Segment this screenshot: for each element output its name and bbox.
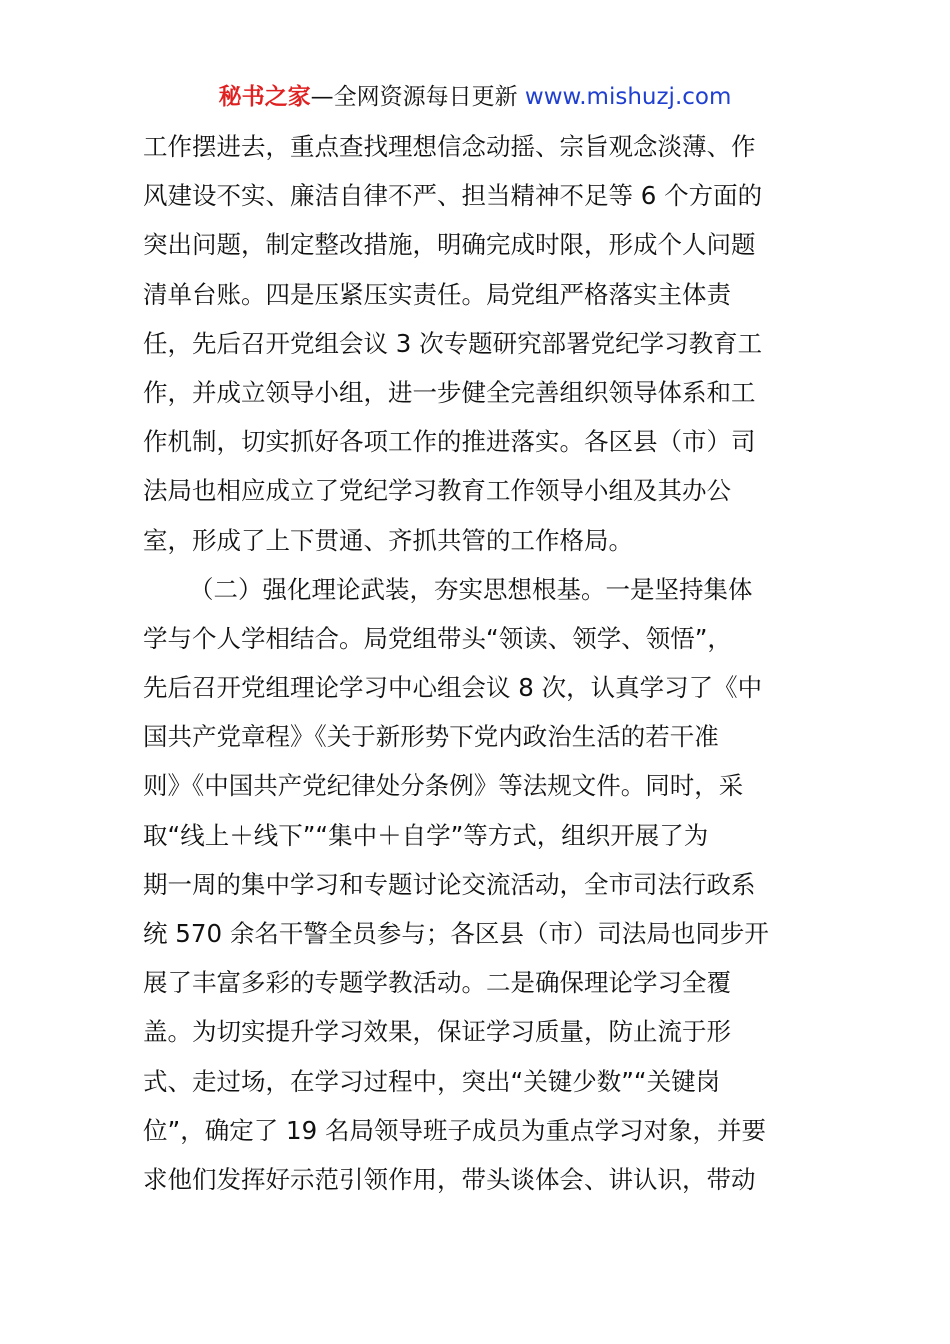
text-line: 清单台账。四是压紧压实责任。局党组严格落实主体责 [143, 279, 731, 309]
text-line: 则》《中国共产党纪律处分条例》等法规文件。同时，采 [143, 771, 744, 801]
text-line: 法局也相应成立了党纪学习教育工作领导小组及其办公 [143, 476, 731, 506]
text-line: 盖。为切实提升学习效果，保证学习质量，防止流于形 [143, 1017, 731, 1047]
text-line: 求他们发挥好示范引领作用，带头谈体会、讲认识，带动 [143, 1164, 756, 1194]
text-line: 风建设不实、廉洁自律不严、担当精神不足等 6 个方面的 [143, 181, 763, 211]
text-line: 先后召开党组理论学习中心组会议 8 次，认真学习了《中 [143, 673, 763, 703]
text-line: 作，并成立领导小组，进一步健全完善组织领导体系和工 [143, 377, 756, 407]
section-heading-line: （二）强化理论武装，夯实思想根基。一是坚持集体 [189, 574, 753, 604]
text-line: 统 570 余名干警全员参与；各区县（市）司法局也同步开 [143, 919, 769, 948]
text-line: 式、走过场，在学习过程中，突出“关键少数”“关键岗 [143, 1066, 721, 1096]
text-line: 展了丰富多彩的专题学教活动。二是确保理论学习全覆 [143, 968, 731, 998]
text-line: 工作摆进去，重点查找理想信念动摇、宗旨观念淡薄、作 [143, 132, 756, 161]
header-slogan: —全网资源每日更新 [310, 84, 518, 110]
text-line: 期一周的集中学习和专题讨论交流活动，全市司法行政系 [143, 869, 756, 899]
text-line: 任，先后召开党组会议 3 次专题研究部署党纪学习教育工 [143, 328, 763, 358]
text-line: 位”，确定了 19 名局领导班子成员为重点学习对象，并要 [143, 1115, 766, 1145]
header-site-url[interactable]: www.mishuzj.com [524, 84, 732, 110]
page-header [0, 80, 950, 114]
text-line: 作机制，切实抓好各项工作的推进落实。各区县（市）司 [143, 427, 756, 457]
text-line: 突出问题，制定整改措施，明确完成时限，形成个人问题 [143, 230, 756, 260]
text-line: 室，形成了上下贯通、齐抓共管的工作格局。 [143, 525, 633, 555]
document-body [143, 122, 807, 1204]
header-brand: 秘书之家 [218, 84, 311, 110]
text-line: 取“线上＋线下”“集中＋自学”等方式，组织开展了为 [143, 820, 709, 850]
text-line: 学与个人学相结合。局党组带头“领读、领学、领悟”， [143, 623, 732, 653]
text-line: 国共产党章程》《关于新形势下党内政治生活的若干准 [143, 722, 719, 752]
